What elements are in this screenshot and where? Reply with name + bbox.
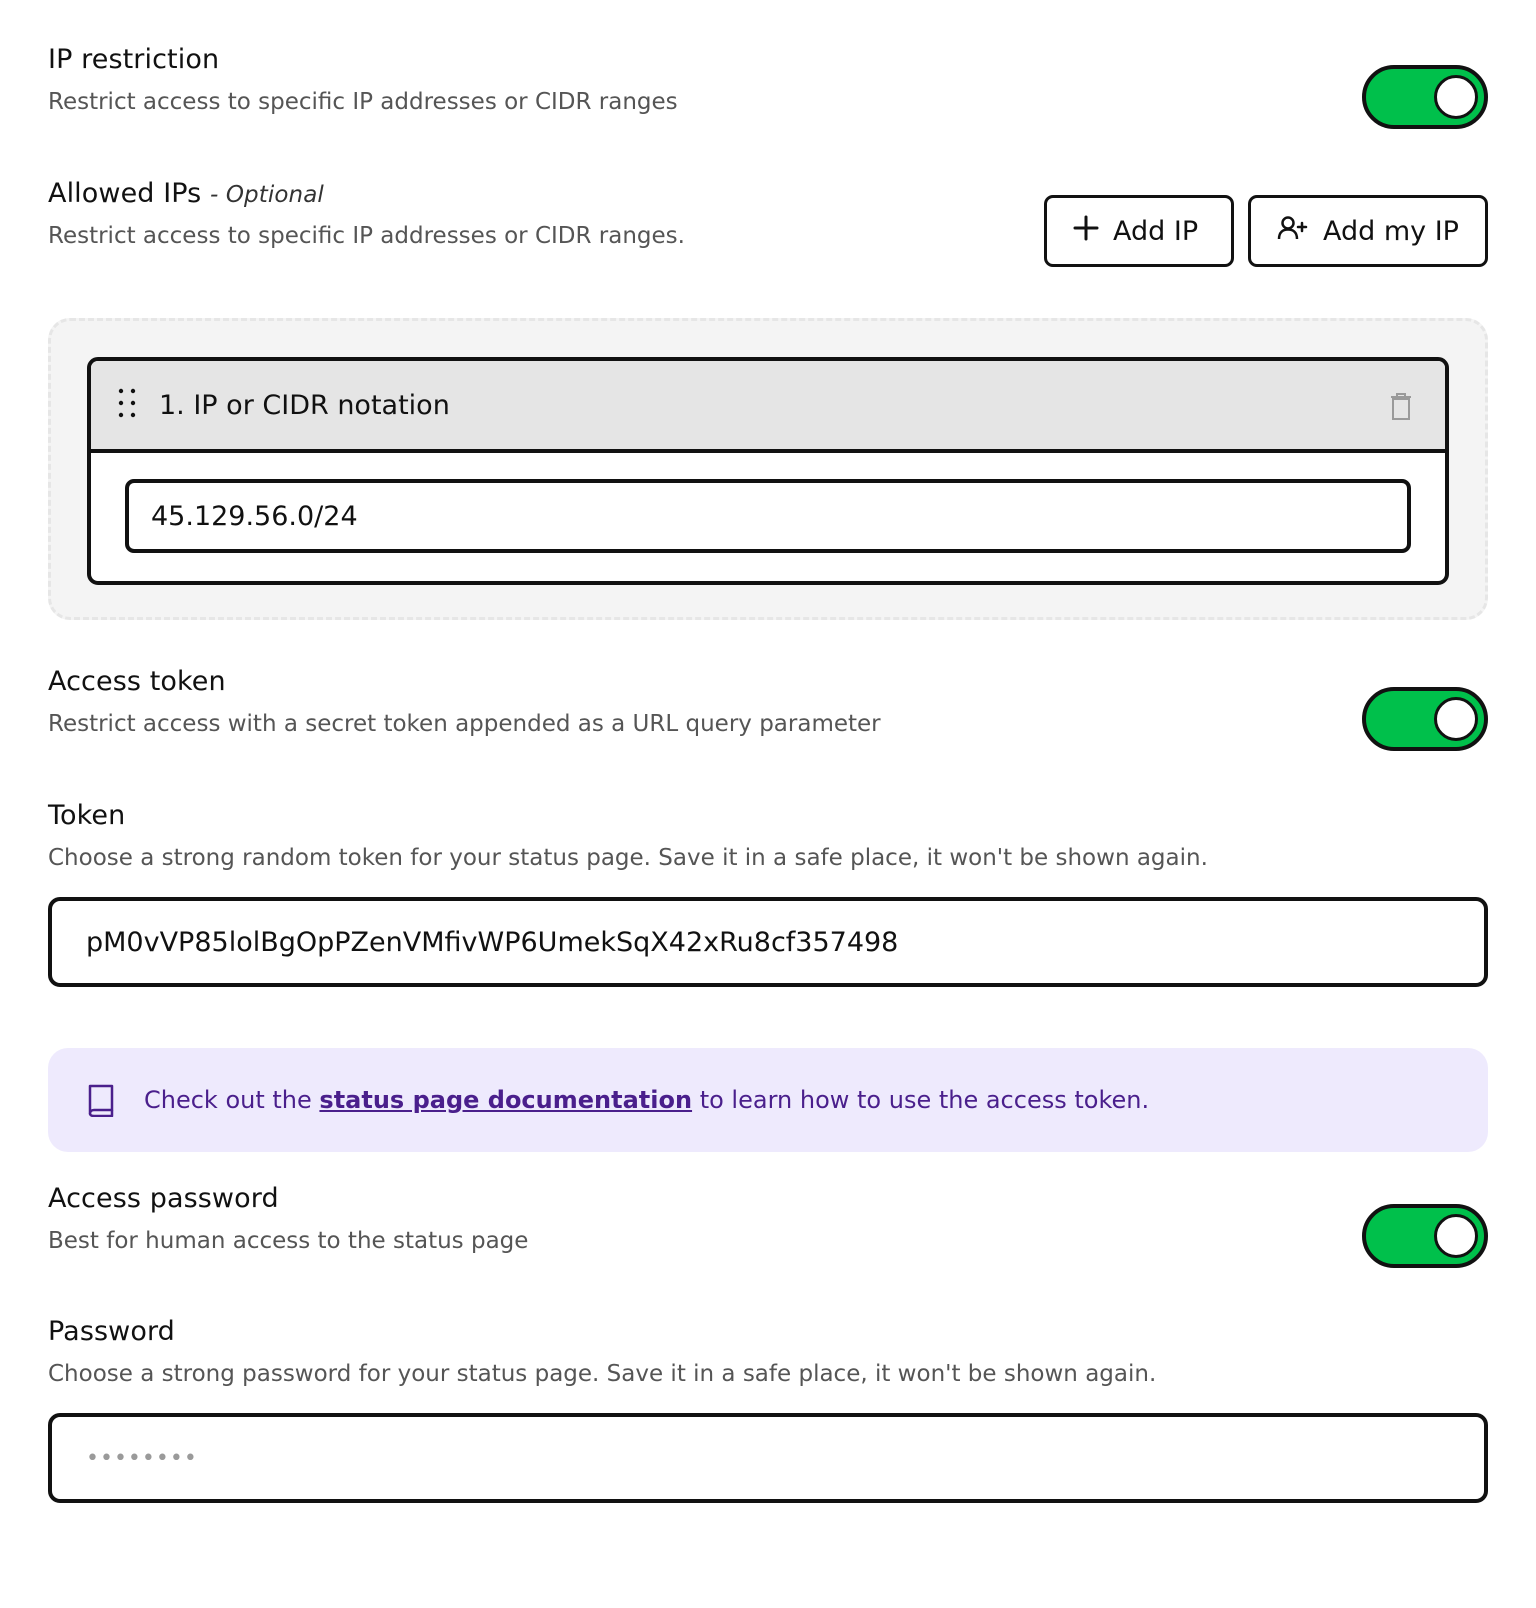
- password-title: Password: [48, 1316, 175, 1347]
- trash-icon[interactable]: [1389, 391, 1413, 425]
- plus-icon: [1073, 215, 1099, 248]
- password-section: [48, 1316, 1488, 1530]
- ip-cidr-input[interactable]: 45.129.56.0/24: [125, 479, 1411, 553]
- ip-entry-label: 1. IP or CIDR notation: [159, 389, 450, 421]
- access-password-description: Best for human access to the status page: [48, 1228, 529, 1254]
- ip-entry-header: [91, 361, 1445, 453]
- toggle-knob: [1434, 1214, 1478, 1258]
- allowed-ips-section: [48, 178, 1488, 270]
- documentation-callout: [48, 1048, 1488, 1152]
- callout-suffix: to learn how to use the access token.: [699, 1086, 1150, 1114]
- add-my-ip-label: Add my IP: [1323, 215, 1459, 247]
- access-token-title: Access token: [48, 666, 226, 697]
- toggle-knob: [1434, 697, 1478, 741]
- ip-restriction-description: Restrict access to specific IP addresses or CIDR ranges: [48, 89, 678, 115]
- callout-prefix: Check out the: [144, 1086, 312, 1114]
- drag-handle-icon[interactable]: [117, 387, 137, 423]
- access-token-description: Restrict access with a secret token appended as a URL query parameter: [48, 711, 881, 737]
- access-token-section: [48, 666, 1488, 756]
- ip-list-group: [48, 318, 1488, 620]
- password-description: Choose a strong password for your status page. Save it in a safe place, it won't be shown again.: [48, 1361, 1157, 1387]
- token-section: [48, 800, 1488, 1014]
- token-description: Choose a strong random token for your status page. Save it in a safe place, it won't be shown again.: [48, 845, 1208, 871]
- ip-restriction-toggle[interactable]: [1362, 65, 1488, 129]
- user-plus-icon: [1277, 215, 1309, 248]
- access-token-toggle[interactable]: [1362, 687, 1488, 751]
- allowed-ips-description: Restrict access to specific IP addresses or CIDR ranges.: [48, 223, 685, 249]
- add-ip-label: Add IP: [1113, 215, 1199, 247]
- book-icon: [86, 1083, 116, 1117]
- token-title: Token: [48, 800, 126, 831]
- ip-entry-card: [87, 357, 1449, 585]
- optional-tag: - Optional: [210, 182, 324, 208]
- token-input[interactable]: pM0vVP85lolBgOpPZenVMfivWP6UmekSqX42xRu8cf357498: [48, 897, 1488, 987]
- documentation-link[interactable]: status page documentation: [319, 1086, 693, 1114]
- add-my-ip-button[interactable]: [1248, 195, 1488, 267]
- allowed-ips-title-text: Allowed IPs: [48, 178, 202, 209]
- password-input[interactable]: ••••••••: [48, 1413, 1488, 1503]
- access-password-section: [48, 1183, 1488, 1273]
- toggle-knob: [1434, 75, 1478, 119]
- access-password-toggle[interactable]: [1362, 1204, 1488, 1268]
- add-ip-button[interactable]: [1044, 195, 1234, 267]
- ip-restriction-title: IP restriction: [48, 44, 220, 75]
- access-password-title: Access password: [48, 1183, 279, 1214]
- ip-restriction-section: [48, 44, 1488, 134]
